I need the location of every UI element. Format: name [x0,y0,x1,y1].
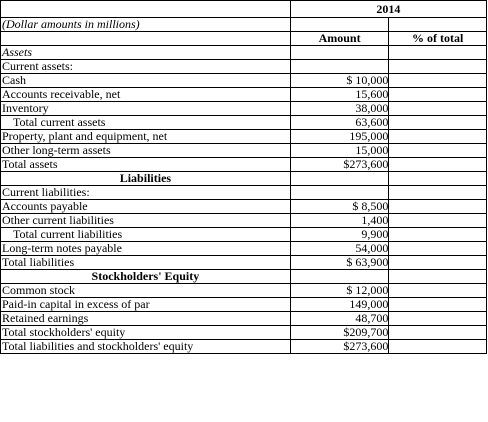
table-row [1,158,487,172]
header-blank-cell [389,18,487,32]
row-label: Other long-term assets [1,144,291,158]
row-label: Total current liabilities [1,228,291,242]
table-row [1,116,487,130]
header-row-units [1,18,487,32]
row-amount: $ 63,900 [290,256,389,270]
row-pct [389,158,487,172]
row-amount: $ 8,500 [290,200,389,214]
row-amount: 1,400 [290,214,389,228]
row-label: Property, plant and equipment, net [1,130,291,144]
header-blank-cell [1,1,291,18]
row-pct [389,312,487,326]
row-pct [389,116,487,130]
amount-column-header: Amount [290,32,389,46]
row-label: Total liabilities and stockholders' equity [1,340,291,354]
table-row [1,340,487,354]
row-amount [290,270,389,284]
units-note: (Dollar amounts in millions) [1,18,291,32]
row-amount: 15,000 [290,144,389,158]
table-row [1,312,487,326]
table-row [1,186,487,200]
row-pct [389,298,487,312]
table-row [1,270,487,284]
row-label: Cash [1,74,291,88]
year-header: 2014 [290,1,486,18]
row-label: Stockholders' Equity [1,270,291,284]
row-label: Total assets [1,158,291,172]
row-label: Accounts payable [1,200,291,214]
row-pct [389,242,487,256]
header-blank-cell [290,18,389,32]
row-amount: $ 10,000 [290,74,389,88]
row-label: Inventory [1,102,291,116]
table-row [1,298,487,312]
row-pct [389,256,487,270]
row-label: Current liabilities: [1,186,291,200]
table-row [1,200,487,214]
row-pct [389,284,487,298]
row-pct [389,144,487,158]
header-row-year [1,1,487,18]
table-row [1,214,487,228]
table-row [1,102,487,116]
table-row [1,256,487,270]
row-pct [389,60,487,74]
row-amount: $209,700 [290,326,389,340]
row-label: Common stock [1,284,291,298]
table-row [1,74,487,88]
row-pct [389,186,487,200]
row-amount [290,186,389,200]
table-row [1,88,487,102]
row-amount: 63,600 [290,116,389,130]
row-amount: $273,600 [290,158,389,172]
row-amount [290,172,389,186]
header-blank-cell [1,32,291,46]
row-label: Other current liabilities [1,214,291,228]
row-pct [389,214,487,228]
table-row [1,60,487,74]
row-label: Liabilities [1,172,291,186]
row-amount: 9,900 [290,228,389,242]
table-row [1,172,487,186]
row-pct [389,172,487,186]
row-pct [389,130,487,144]
row-label: Paid-in capital in excess of par [1,298,291,312]
row-amount: $ 12,000 [290,284,389,298]
row-label: Assets [1,46,291,60]
row-pct [389,102,487,116]
table-row [1,130,487,144]
header-row-columns [1,32,487,46]
row-amount: 54,000 [290,242,389,256]
row-pct [389,46,487,60]
table-row [1,326,487,340]
table-row [1,242,487,256]
table-row [1,284,487,298]
row-label: Total stockholders' equity [1,326,291,340]
row-pct [389,74,487,88]
row-label: Total current assets [1,116,291,130]
row-amount: $273,600 [290,340,389,354]
table-row [1,144,487,158]
row-pct [389,270,487,284]
row-amount: 48,700 [290,312,389,326]
row-amount [290,60,389,74]
table-row [1,46,487,60]
row-amount: 149,000 [290,298,389,312]
table-row [1,228,487,242]
row-amount: 15,600 [290,88,389,102]
row-pct [389,340,487,354]
row-amount: 195,000 [290,130,389,144]
row-pct [389,326,487,340]
row-pct [389,228,487,242]
row-label: Accounts receivable, net [1,88,291,102]
pct-column-header: % of total [389,32,487,46]
row-amount [290,46,389,60]
row-label: Long-term notes payable [1,242,291,256]
row-pct [389,200,487,214]
row-label: Total liabilities [1,256,291,270]
row-pct [389,88,487,102]
row-label: Retained earnings [1,312,291,326]
row-amount: 38,000 [290,102,389,116]
row-label: Current assets: [1,60,291,74]
